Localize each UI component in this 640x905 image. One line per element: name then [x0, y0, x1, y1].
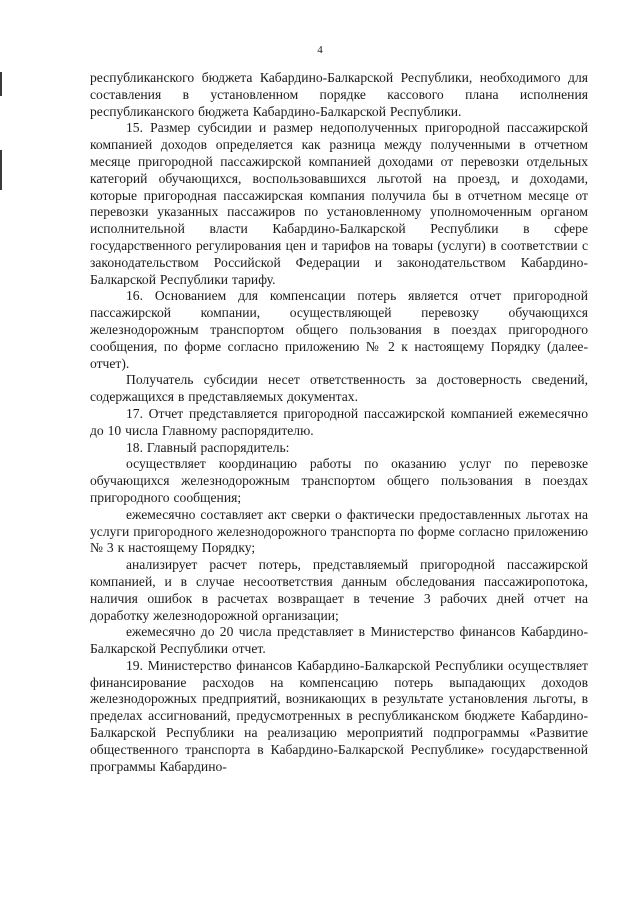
- paragraph-16: 16. Основанием для компенсации потерь является отчет пригородной пассажирской компании, осуществляющей перевозку обучающихся железнодорожным транспортом общего пользования в поездах пригородного сообщения, по форме согласно приложению № 2 к настоящему Порядку (далее- отчет).: [90, 288, 588, 371]
- paragraph-15: 15. Размер субсидии и размер недополученных пригородной пассажирской компанией доходов определяется как разница между полученными в отчетном месяце пригородной пассажирской компанией доходами от перевозки отдельных категорий обучающихся, воспользовавшихся льготой на проезд, и доходами, которые пригородная пассажирская компания получила бы в отчетном месяце от перевозки указанных пассажиров по установленному уполномоченным органом исполнительной власти Кабардино-Балкарской Республики в сфере государственного регулирования цен и тарифов на товары (услуги) в соответствии с законодательством Российской Федерации и законодательством Кабардино-Балкарской Республики тарифу.: [90, 120, 588, 287]
- paragraph-18-reconciliation: ежемесячно составляет акт сверки о фактически предоставленных льготах на услуги пригородного железнодорожного транспорта по форме согласно приложению № 3 к настоящему Порядку;: [90, 506, 588, 556]
- paragraph-18-coordination: осуществляет координацию работы по оказанию услуг по перевозке обучающихся железнодорожным транспортом общего пользования в поездах пригородного сообщения;: [90, 456, 588, 505]
- document-body: [90, 70, 588, 775]
- scan-margin-mark: [0, 150, 2, 190]
- scan-margin-mark: [0, 72, 2, 96]
- paragraph-19: 19. Министерство финансов Кабардино-Балкарской Республики осуществляет финансирование расходов на компенсацию потерь выпадающих доходов железнодорожных предприятий, возникающих в результате установления льготы, в пределах ассигнований, предусмотренных в республиканском бюджете Кабардино-Балкарской Республики на реализацию мероприятий подпрограммы «Развитие общественного транспорта в Кабардино-Балкарской Республике» государственной программы Кабардино-: [90, 657, 588, 774]
- paragraph-18-report: ежемесячно до 20 числа представляет в Министерство финансов Кабардино-Балкарской Республики отчет.: [90, 624, 588, 657]
- paragraph-18: 18. Главный распорядитель:: [126, 439, 290, 455]
- page-number: 4: [317, 44, 323, 56]
- paragraph-continuation: республиканского бюджета Кабардино-Балкарской Республики, необходимого для составления в установленном порядке кассового плана исполнения республиканского бюджета Кабардино-Балкарской Республики.: [90, 70, 588, 119]
- paragraph-responsibility: Получатель субсидии несет ответственность за достоверность сведений, содержащихся в представляемых документах.: [90, 372, 588, 405]
- paragraph-18-analysis: анализирует расчет потерь, представляемый пригородной пассажирской компанией, и в случае несоответствия данным обследования пассажиропотока, наличия ошибок в расчетах возвращает в течение 3 рабочих дней отчет на доработку железнодорожной организации;: [90, 557, 588, 623]
- paragraph-17: 17. Отчет представляется пригородной пассажирской компанией ежемесячно до 10 числа Главному распорядителю.: [90, 405, 588, 438]
